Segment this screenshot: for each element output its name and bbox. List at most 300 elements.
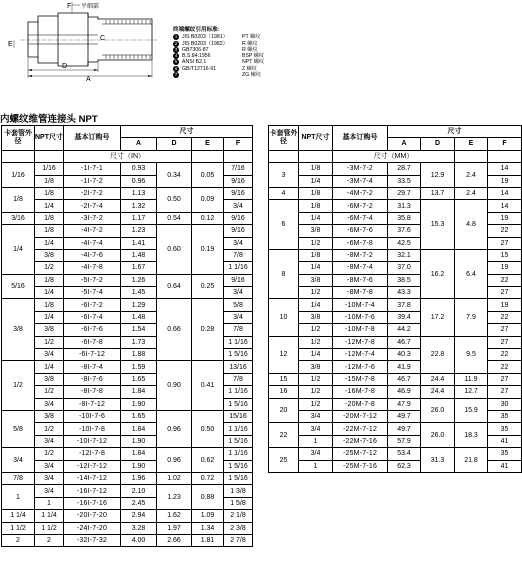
part-number-cell: -8I-7-4 [64, 361, 121, 373]
tube-od-cell: 1/2 [2, 361, 35, 411]
dim-f-cell: 1 3/8 [224, 485, 253, 497]
dim-f-cell: 41 [488, 460, 522, 472]
dim-a-cell: 1.54 [121, 324, 157, 336]
table-row [269, 386, 522, 398]
header-part-number: 基本订购号 [333, 126, 388, 151]
dim-d-cell: 0.50 [157, 187, 192, 212]
dim-f-cell: 1 5/16 [224, 460, 253, 472]
legend-item [173, 72, 264, 78]
dim-f-cell: 14 [488, 200, 522, 212]
tube-od-cell: 15 [269, 373, 299, 385]
dim-f-cell: 2 1/8 [224, 510, 253, 522]
dim-a-cell: 1.32 [121, 200, 157, 212]
table-row [2, 225, 253, 237]
dim-f-cell: 5/8 [224, 299, 253, 311]
dim-a-cell: 1.67 [121, 262, 157, 274]
table-row [2, 534, 253, 546]
number-badge-icon: 1 [174, 34, 178, 40]
dim-f-cell: 19 [488, 299, 522, 311]
dim-f-cell: 19 [488, 175, 522, 187]
dim-a-cell: 46.9 [388, 386, 421, 398]
tube-od-cell: 1 1/2 [2, 522, 35, 534]
dim-a-cell: 42.5 [388, 237, 421, 249]
tube-od-cell: 5/8 [2, 410, 35, 447]
dim-d-cell: 26.0 [421, 398, 455, 423]
dim-e-cell: 0.41 [192, 361, 224, 411]
header-tube-od: 卡套管外径 [269, 126, 299, 151]
dim-e-cell: 0.50 [192, 410, 224, 447]
npt-cell: 1/4 [35, 200, 64, 212]
dim-e-cell: 0.09 [192, 187, 224, 212]
dim-f-cell: 22 [488, 311, 522, 323]
part-number-cell: -6M-7-4 [333, 212, 388, 224]
dim-a-cell: 62.3 [388, 460, 421, 472]
npt-cell: 1/4 [35, 287, 64, 299]
dim-e-cell: 0.12 [192, 212, 224, 224]
npt-cell: 1 [299, 435, 333, 447]
npt-cell: 1/2 [299, 373, 333, 385]
part-number-cell: -6I-7-6 [64, 324, 121, 336]
npt-cell: 1/2 [299, 398, 333, 410]
dim-a-cell: 37.6 [388, 225, 421, 237]
tube-od-cell: 20 [269, 398, 299, 423]
tube-od-cell: 22 [269, 423, 299, 448]
dim-f-cell: 22 [488, 361, 522, 373]
dim-a-cell: 43.3 [388, 287, 421, 299]
dim-a-cell: 1.48 [121, 249, 157, 261]
dim-a-cell: 1.48 [121, 311, 157, 323]
tube-od-cell: 4 [269, 187, 299, 199]
dim-d-cell: 1.02 [157, 472, 192, 484]
legend-standard: ANSI B2.1 [182, 59, 207, 66]
table-row [269, 373, 522, 385]
dim-d-cell: 0.54 [157, 212, 192, 224]
dim-f-cell: 35 [488, 423, 522, 435]
dim-f-cell: 41 [488, 435, 522, 447]
dim-f-cell: 30 [488, 398, 522, 410]
table-row [2, 485, 253, 497]
tube-od-cell: 8 [269, 249, 299, 299]
dim-a-cell: 1.90 [121, 435, 157, 447]
legend-thread: PT 螺纹 [242, 34, 261, 41]
tube-od-cell: 12 [269, 336, 299, 373]
part-number-cell: -6M-7-6 [333, 225, 388, 237]
dim-a-cell: 1.84 [121, 386, 157, 398]
table-row [269, 448, 522, 460]
dim-f-cell: 14 [488, 163, 522, 175]
dim-a-cell: 2.94 [121, 510, 157, 522]
part-number-cell: -25M-7-16 [333, 460, 388, 472]
table-row [269, 398, 522, 410]
npt-cell: 3/8 [299, 225, 333, 237]
number-badge-icon: 2 [174, 40, 178, 46]
part-number-cell: -8I-7-6 [64, 373, 121, 385]
table-row [269, 249, 522, 261]
table-row [269, 187, 522, 199]
dim-f-cell: 3/4 [224, 311, 253, 323]
number-badge-icon: 6 [174, 65, 178, 71]
dim-a-cell: 1.65 [121, 373, 157, 385]
dim-a-cell: 29.7 [388, 187, 421, 199]
dim-d-cell: 31.3 [421, 448, 455, 473]
header-e: E [455, 138, 488, 150]
dim-a-cell: 1.23 [121, 225, 157, 237]
part-number-cell: -5I-7-2 [64, 274, 121, 286]
npt-cell: 1/2 [299, 324, 333, 336]
dim-f-cell: 19 [488, 262, 522, 274]
npt-cell: 1/2 [299, 336, 333, 348]
dim-e-cell: 4.8 [455, 200, 488, 250]
header-d: D [421, 138, 455, 150]
dim-a-cell: 38.5 [388, 274, 421, 286]
dim-f-cell: 1 1/16 [224, 386, 253, 398]
part-number-cell: -10M-7-6 [333, 311, 388, 323]
dim-f-cell: 1 5/8 [224, 497, 253, 509]
legend-thread: R 螺纹 [242, 40, 258, 47]
part-number-cell: -12M-7-6 [333, 361, 388, 373]
npt-cell: 1/2 [35, 448, 64, 460]
npt-cell: 3/4 [299, 423, 333, 435]
dim-e-cell: 18.3 [455, 423, 488, 448]
header-part-number: 基本订购号 [64, 126, 121, 151]
npt-cell: 1/4 [299, 175, 333, 187]
npt-cell: 3/8 [35, 249, 64, 261]
part-number-cell: -16M-7-8 [333, 386, 388, 398]
number-badge-icon: 7 [174, 72, 178, 78]
part-number-cell: -8I-7-12 [64, 398, 121, 410]
npt-cell: 1 1/4 [35, 510, 64, 522]
dim-a-cell: 1.90 [121, 460, 157, 472]
npt-cell: 1/8 [35, 175, 64, 187]
dim-e-cell: 15.9 [455, 398, 488, 423]
npt-cell: 1/2 [299, 237, 333, 249]
table-row [2, 212, 253, 224]
dim-d-cell: 0.60 [157, 225, 192, 275]
dim-a-cell: 1.73 [121, 336, 157, 348]
dim-f-cell: 27 [488, 324, 522, 336]
dim-a-cell: 1.29 [121, 299, 157, 311]
tube-od-cell: 1/4 [2, 225, 35, 275]
npt-cell: 1/2 [299, 386, 333, 398]
dim-d-cell: 24.4 [421, 373, 455, 385]
part-number-cell: -10M-7-4 [333, 299, 388, 311]
dim-f-cell: 1 5/16 [224, 435, 253, 447]
dim-d-cell: 1.97 [157, 522, 192, 534]
dim-f-cell: 15/16 [224, 410, 253, 422]
legend-standard: JIS B0203（1982） [182, 40, 228, 47]
table-row [2, 410, 253, 422]
dim-a-cell: 0.96 [121, 175, 157, 187]
part-number-cell: -8M-7-6 [333, 274, 388, 286]
part-number-cell: -6I-7-12 [64, 349, 121, 361]
table-row [269, 163, 522, 175]
header-tube-od: 卡套管外径 [2, 126, 35, 151]
part-number-cell: -4I-7-2 [64, 225, 121, 237]
npt-cell: 3/4 [35, 485, 64, 497]
header-e: E [192, 138, 224, 150]
tube-od-cell: 2 [2, 534, 35, 546]
dim-a-cell: 1.59 [121, 361, 157, 373]
dim-e-cell: 2.4 [455, 163, 488, 188]
dim-a-cell: 57.9 [388, 435, 421, 447]
header-d: D [157, 138, 192, 150]
header-f: F [488, 138, 522, 150]
npt-cell: 1/8 [35, 299, 64, 311]
dim-a-cell: 1.13 [121, 187, 157, 199]
npt-cell: 1/4 [299, 262, 333, 274]
dim-a-cell: 46.7 [388, 336, 421, 348]
dim-a-cell: 47.9 [388, 398, 421, 410]
npt-cell: 1 [299, 460, 333, 472]
dim-d-cell: 0.64 [157, 274, 192, 299]
npt-cell: 3/8 [299, 361, 333, 373]
part-number-cell: -20I-7-20 [64, 510, 121, 522]
dim-e-cell: 0.88 [192, 485, 224, 510]
dim-e-cell: 0.19 [192, 225, 224, 275]
dim-d-cell: 0.66 [157, 299, 192, 361]
part-number-cell: -12I-7-8 [64, 448, 121, 460]
legend-standard: GB7306-87 [182, 46, 209, 53]
npt-cell: 3/4 [35, 398, 64, 410]
table-row [269, 299, 522, 311]
dim-d-cell: 2.66 [157, 534, 192, 546]
dim-f-cell: 2 3/8 [224, 522, 253, 534]
npt-cell: 3/4 [35, 460, 64, 472]
part-number-cell: -25M-7-12 [333, 448, 388, 460]
dim-f-cell: 7/8 [224, 324, 253, 336]
dim-f-cell: 3/4 [224, 200, 253, 212]
inch-dimension-table [1, 125, 253, 547]
npt-cell: 1/8 [35, 212, 64, 224]
dim-a-cell: 1.45 [121, 287, 157, 299]
part-number-cell: -10I-7-6 [64, 410, 121, 422]
dim-f-cell: 7/8 [224, 373, 253, 385]
npt-cell: 1/8 [299, 200, 333, 212]
dim-a-cell: 1.88 [121, 349, 157, 361]
part-number-cell: -6M-7-2 [333, 200, 388, 212]
header-dimensions: 尺寸 [121, 126, 253, 138]
dim-f-cell: 9/16 [224, 225, 253, 237]
dim-a-cell: 1.84 [121, 423, 157, 435]
legend-thread: R 螺纹 [242, 46, 258, 53]
npt-cell: 3/8 [35, 324, 64, 336]
dim-a-cell: 2.45 [121, 497, 157, 509]
npt-cell: 1/2 [35, 336, 64, 348]
dim-f-cell: 27 [488, 287, 522, 299]
part-number-cell: -20M-7-8 [333, 398, 388, 410]
dim-f-cell: 7/16 [224, 163, 253, 175]
dim-a-cell: 37.0 [388, 262, 421, 274]
dim-d-cell: 24.4 [421, 386, 455, 398]
part-number-cell: -4I-7-4 [64, 237, 121, 249]
part-number-cell: -16I-7-16 [64, 497, 121, 509]
dim-a-cell: 31.3 [388, 200, 421, 212]
legend-standard: B.S.84:1956 [182, 53, 211, 60]
legend-standard: JIS B0203（1981） [182, 34, 228, 41]
table-row [269, 336, 522, 348]
npt-cell: 3/8 [299, 311, 333, 323]
dim-f-cell: 14 [488, 187, 522, 199]
dim-a-cell: 41.9 [388, 361, 421, 373]
npt-cell: 1 1/2 [35, 522, 64, 534]
part-number-cell: -4I-7-8 [64, 262, 121, 274]
npt-cell: 1/2 [35, 423, 64, 435]
legend-title: 终端螺纹引用标准: [173, 27, 220, 33]
npt-cell: 1/8 [35, 187, 64, 199]
table-row [2, 472, 253, 484]
header-a: A [388, 138, 421, 150]
dim-a-cell: 44.2 [388, 324, 421, 336]
dim-f-cell: 27 [488, 237, 522, 249]
npt-cell: 1/8 [35, 274, 64, 286]
part-number-cell: -22M-7-12 [333, 423, 388, 435]
dim-d-cell: 26.0 [421, 423, 455, 448]
dim-a-cell: 1.17 [121, 212, 157, 224]
dim-d-cell: 0.90 [157, 361, 192, 411]
npt-cell: 3/8 [35, 410, 64, 422]
npt-cell: 1/4 [299, 212, 333, 224]
tube-od-cell: 1/16 [2, 163, 35, 188]
part-number-cell: -8I-7-8 [64, 386, 121, 398]
label-d: D [62, 63, 68, 70]
dim-e-cell: 2.4 [455, 187, 488, 199]
part-number-cell: -15M-7-8 [333, 373, 388, 385]
dim-e-cell: 0.72 [192, 472, 224, 484]
dim-f-cell: 35 [488, 410, 522, 422]
dim-f-cell: 9/16 [224, 274, 253, 286]
part-number-cell: -6I-7-2 [64, 299, 121, 311]
dim-f-cell: 22 [488, 349, 522, 361]
label-hex: 平细部 [81, 3, 100, 10]
dim-e-cell: 21.8 [455, 448, 488, 473]
tube-od-cell: 25 [269, 448, 299, 473]
part-number-cell: -6M-7-8 [333, 237, 388, 249]
part-number-cell: -5I-7-4 [64, 287, 121, 299]
dim-f-cell: 1 1/16 [224, 448, 253, 460]
dim-d-cell: 13.7 [421, 187, 455, 199]
number-badge-icon: 3 [174, 46, 178, 52]
dim-a-cell: 1.90 [121, 398, 157, 410]
dim-f-cell: 2 7/8 [224, 534, 253, 546]
part-number-cell: -20M-7-12 [333, 410, 388, 422]
dim-f-cell: 1 5/16 [224, 398, 253, 410]
dim-f-cell: 22 [488, 225, 522, 237]
part-number-cell: -1I-7-2 [64, 175, 121, 187]
dim-a-cell: 28.7 [388, 163, 421, 175]
npt-cell: 3/8 [35, 373, 64, 385]
dim-a-cell: 33.5 [388, 175, 421, 187]
table-row [2, 522, 253, 534]
dim-a-cell: 49.7 [388, 410, 421, 422]
dim-f-cell: 15 [488, 249, 522, 261]
dim-d-cell: 16.2 [421, 249, 455, 299]
dim-a-cell: 3.28 [121, 522, 157, 534]
part-number-cell: -24I-7-20 [64, 522, 121, 534]
tube-od-cell: 10 [269, 299, 299, 336]
dim-f-cell: 3/4 [224, 287, 253, 299]
tube-od-cell: 1/8 [2, 187, 35, 212]
number-badge-icon: 4 [174, 53, 178, 59]
part-number-cell: -8M-7-4 [333, 262, 388, 274]
dim-f-cell: 9/16 [224, 175, 253, 187]
npt-cell: 1/2 [35, 386, 64, 398]
label-a: A [86, 76, 91, 82]
dim-d-cell: 0.96 [157, 448, 192, 473]
label-f: F [67, 3, 72, 10]
tube-od-cell: 6 [269, 200, 299, 250]
dim-f-cell: 35 [488, 448, 522, 460]
npt-cell: 1/4 [35, 311, 64, 323]
dim-e-cell: 0.05 [192, 163, 224, 188]
dim-d-cell: 17.2 [421, 299, 455, 336]
npt-cell: 1 [35, 497, 64, 509]
tube-od-cell: 3 [269, 163, 299, 188]
dim-f-cell: 13/16 [224, 361, 253, 373]
npt-cell: 1/2 [299, 287, 333, 299]
npt-cell: 3/4 [35, 349, 64, 361]
tube-od-cell: 5/16 [2, 274, 35, 299]
dim-e-cell: 7.9 [455, 299, 488, 336]
header-dimensions: 尺寸 [388, 126, 522, 138]
header-npt: NPT尺寸 [299, 126, 333, 151]
npt-cell: 2 [35, 534, 64, 546]
dim-a-cell: 2.10 [121, 485, 157, 497]
part-number-cell: -2I-7-4 [64, 200, 121, 212]
part-number-cell: -12I-7-12 [64, 460, 121, 472]
npt-cell: 1/16 [35, 163, 64, 175]
tube-od-cell: 7/8 [2, 472, 35, 484]
dim-a-cell: 32.1 [388, 249, 421, 261]
part-number-cell: -2I-7-2 [64, 187, 121, 199]
part-number-cell: -22M-7-16 [333, 435, 388, 447]
dim-d-cell: 0.96 [157, 410, 192, 447]
tube-od-cell: 3/8 [2, 299, 35, 361]
dim-d-cell: 1.23 [157, 485, 192, 510]
dim-e-cell: 11.9 [455, 373, 488, 385]
fitting-drawing [0, 0, 160, 82]
legend-standard: GB/T12716-91 [182, 65, 217, 72]
dim-f-cell: 27 [488, 386, 522, 398]
dim-d-cell: 1.62 [157, 510, 192, 522]
dim-e-cell: 0.25 [192, 274, 224, 299]
part-number-cell: -12M-7-8 [333, 336, 388, 348]
dim-f-cell: 1 1/16 [224, 423, 253, 435]
dim-f-cell: 22 [488, 274, 522, 286]
dim-d-cell: 0.34 [157, 163, 192, 188]
dim-f-cell: 27 [488, 373, 522, 385]
legend-thread: ZG 螺纹 [242, 72, 262, 79]
header-npt: NPT尺寸 [35, 126, 64, 151]
table-row [2, 163, 253, 175]
npt-cell: 1/8 [299, 163, 333, 175]
dim-a-cell: 46.7 [388, 373, 421, 385]
tube-od-cell: 3/16 [2, 212, 35, 224]
table-row [2, 361, 253, 373]
npt-cell: 3/4 [299, 410, 333, 422]
dim-f-cell: 1 1/16 [224, 262, 253, 274]
dim-e-cell: 6.4 [455, 249, 488, 299]
table-row [269, 423, 522, 435]
label-e: E [8, 41, 13, 48]
npt-cell: 1/4 [35, 237, 64, 249]
dim-e-cell: 12.7 [455, 386, 488, 398]
npt-cell: 3/4 [35, 435, 64, 447]
dim-a-cell: 39.4 [388, 311, 421, 323]
legend-thread: BSP 螺纹 [242, 53, 265, 60]
part-number-cell: -32I-7-32 [64, 534, 121, 546]
tube-od-cell: 1 [2, 485, 35, 510]
npt-cell: 1/8 [35, 225, 64, 237]
